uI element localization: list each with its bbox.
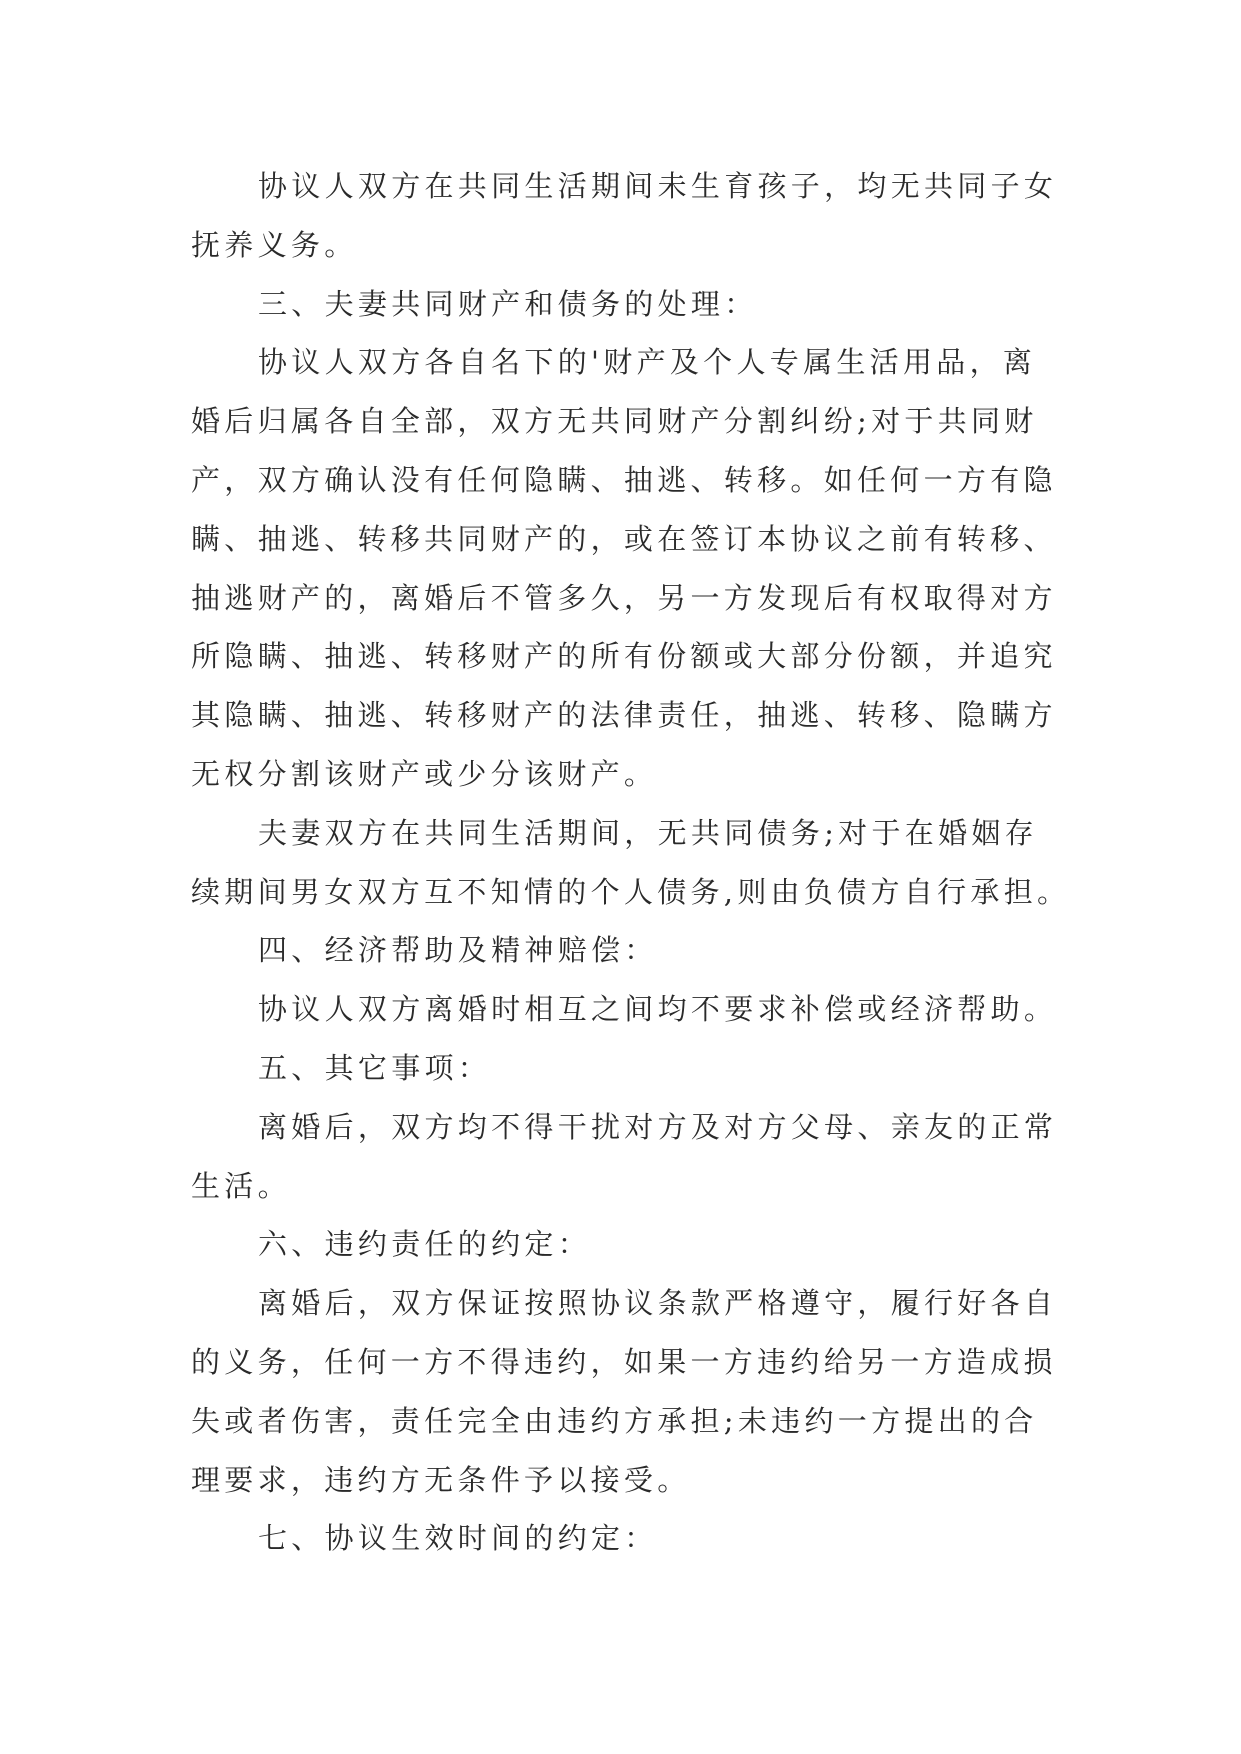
body-paragraph <box>191 804 1091 922</box>
body-paragraph <box>191 1274 1091 1509</box>
paragraph-line: 所隐瞒、抽逃、转移财产的所有份额或大部分份额，并追究 <box>191 639 1057 674</box>
paragraph-line: 其隐瞒、抽逃、转移财产的法律责任，抽逃、转移、隐瞒方 <box>191 698 1057 733</box>
paragraph-line: 理要求，违约方无条件予以接受。 <box>191 1462 691 1497</box>
paragraph-line: 失或者伤害，责任完全由违约方承担;未违约一方提出的合 <box>191 1403 1038 1438</box>
section-heading <box>191 1509 1091 1568</box>
body-paragraph <box>191 980 1091 1039</box>
paragraph-line: 协议人双方各自名下的'财产及个人专属生活用品，离 <box>258 345 1037 380</box>
heading-line: 五、其它事项： <box>258 1050 492 1085</box>
body-paragraph <box>191 1098 1091 1216</box>
paragraph-line: 抚养义务。 <box>191 227 358 262</box>
section-heading <box>191 921 1091 980</box>
section-heading <box>191 275 1091 334</box>
paragraph-line: 协议人双方离婚时相互之间均不要求补偿或经济帮助。 <box>258 992 1058 1027</box>
paragraph-line: 无权分割该财产或少分该财产。 <box>191 756 658 791</box>
paragraph-line: 产，双方确认没有任何隐瞒、抽逃、转移。如任何一方有隐 <box>191 462 1057 497</box>
paragraph-line: 瞒、抽逃、转移共同财产的，或在签订本协议之前有转移、 <box>191 521 1057 556</box>
body-paragraph <box>191 157 1091 275</box>
heading-line: 三、夫妻共同财产和债务的处理： <box>258 286 758 321</box>
heading-line: 六、违约责任的约定： <box>258 1227 592 1262</box>
paragraph-line: 婚后归属各自全部，双方无共同财产分割纠纷;对于共同财 <box>191 404 1038 439</box>
paragraph-line: 离婚后，双方保证按照协议条款严格遵守，履行好各自 <box>258 1286 1058 1321</box>
paragraph-line: 离婚后，双方均不得干扰对方及对方父母、亲友的正常 <box>258 1109 1058 1144</box>
heading-line: 七、协议生效时间的约定： <box>258 1521 658 1556</box>
section-heading <box>191 1039 1091 1098</box>
paragraph-line: 生活。 <box>191 1168 291 1203</box>
paragraph-line: 协议人双方在共同生活期间未生育孩子，均无共同子女 <box>258 169 1058 203</box>
paragraph-line: 续期间男女双方互不知情的个人债务,则由负债方自行承担。 <box>191 874 1071 909</box>
paragraph-line: 夫妻双方在共同生活期间，无共同债务;对于在婚姻存 <box>258 815 1038 850</box>
document-body <box>191 157 1091 1568</box>
body-paragraph <box>191 333 1091 803</box>
paragraph-line: 抽逃财产的，离婚后不管多久，另一方发现后有权取得对方 <box>191 580 1057 615</box>
heading-line: 四、经济帮助及精神赔偿： <box>258 933 658 968</box>
paragraph-line: 的义务，任何一方不得违约，如果一方违约给另一方造成损 <box>191 1344 1057 1379</box>
section-heading <box>191 1215 1091 1274</box>
